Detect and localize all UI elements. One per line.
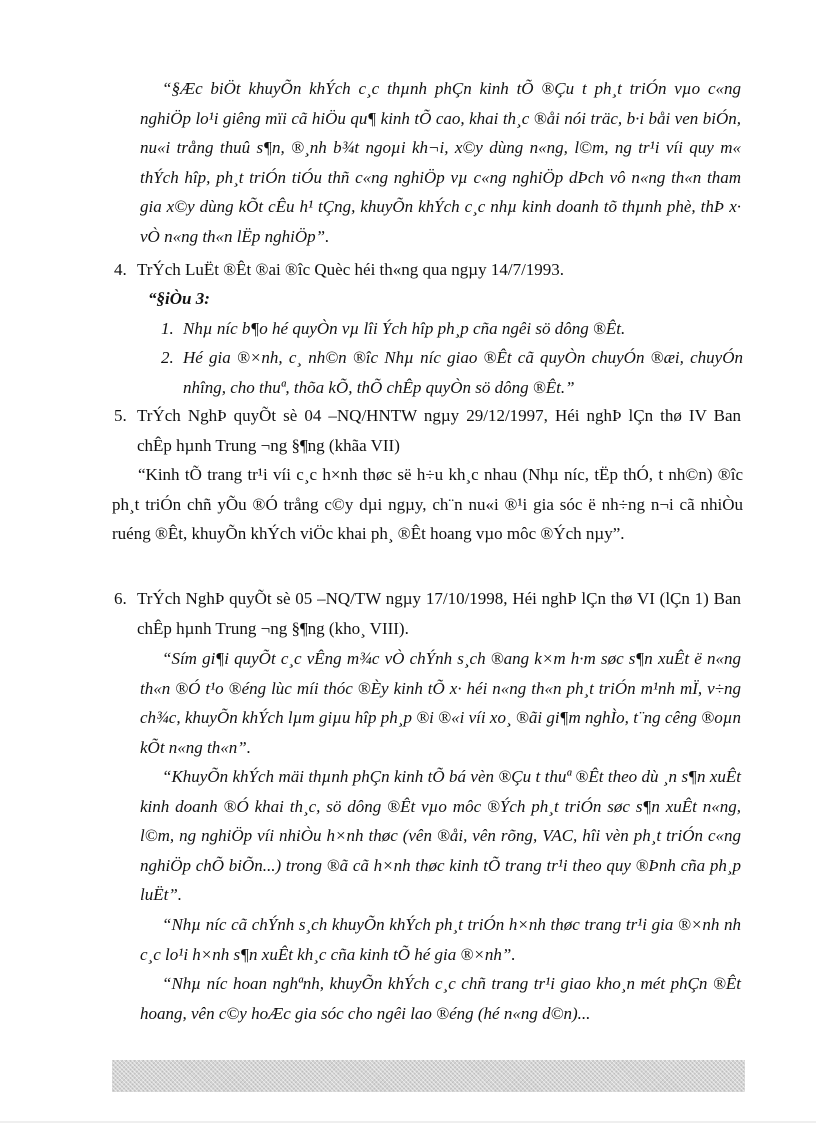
resolution-05-quote-2: “KhuyÕn khÝch mäi thµnh phÇn kinh tÕ bá vèn ®Çu t thuª ®Êt theo dù ¸n s¶n xuÊt kinh doanh ®Ó khai th¸c, sö dông ®Êt vµo môc ®Ých ph¸t triÓn søc s¶n xuÊt n«ng, l©m, ng nghiÖp víi nhiÒu h×nh thøc (vên ®åi, vên rõng, VAC, hîi vèn ph¸t triÓn c«ng nghiÖp chÕ biÕn...) trong ®ã cã h×nh thøc kinh tÕ trang tr¹i theo quy ®Þnh cña ph¸p luËt”. bbox=[140, 767, 741, 905]
resolution-05-quote-1: “Sím gi¶i quyÕt c¸c vÊng m¾c vÒ chÝnh s¸ch ®ang k×m h·m søc s¶n xuÊt ë n«ng th«n ®Ó t¹o ®éng lùc míi thóc ®Èy kinh tÕ x· héi n«ng th«n ph¸t triÓn m¹nh mÏ, v÷ng ch¾c, khuyÕn khÝch lµm giµu hîp ph¸p ®i ®«i víi xo¸ ®ãi gi¶m nghÌo, t¨ng cêng ®oµn kÕt n«ng th«n”. bbox=[140, 649, 741, 757]
list-number-6: 6. bbox=[114, 589, 127, 608]
quote-paragraph-1: “§Æc biÖt khuyÕn khÝch c¸c thµnh phÇn kinh tÕ ®Çu t ph¸t triÓn vµo c«ng nghiÖp lo¹i giêng mïi cã hiÖu qu¶ kinh tÕ cao, khai th¸c ®åi nói träc, b·i båi ven biÓn, nu«i trång thuû s¶n, ®¸nh b¾t ngoµi kh¬i, x©y dùng n«ng, l©m, ng tr¹i víi quy m« thÝch hîp, ph¸t triÓn tiÓu thñ c«ng nghiÖp vµ c«ng nghiÖp dÞch vô n«ng th«n tham gia x©y dùng kÕt cÊu h¹ tÇng, khuyÕn khÝch c¸c nhµ kinh doanh tõ thµnh phè, thÞ x· vÒ n«ng th«n lËp nghiÖp”. bbox=[140, 79, 741, 246]
footer-bar bbox=[112, 1060, 745, 1092]
resolution-05-quote-4: “Nhµ níc hoan nghªnh, khuyÕn khÝch c¸c chñ trang tr¹i giao kho¸n mét phÇn ®Êt hoang, vên c©y hoÆc gia sóc cho ngêi lao ®éng (hé n«ng d©n)... bbox=[140, 974, 741, 1023]
list-item-6-text: TrÝch NghÞ quyÕt sè 05 –NQ/TW ngµy 17/10/1998, Héi nghÞ lÇn thø VI (lÇn 1) Ban chÊp hµnh Trung ¬ng §¶ng (kho¸ VIII). bbox=[137, 589, 741, 638]
list-number-4: 4. bbox=[114, 260, 127, 279]
resolution-05-quote-3: “Nhµ níc cã chÝnh s¸ch khuyÕn khÝch ph¸t triÓn h×nh thøc trang tr¹i gia ®×nh nh c¸c lo¹i h×nh s¶n xuÊt kh¸c cña kinh tÕ hé gia ®×nh”. bbox=[140, 915, 741, 964]
sub-list-item-1: Nhµ níc b¶o hé quyÒn vµ lîi Ých hîp ph¸p cña ngêi sö dông ®Êt. bbox=[183, 319, 626, 338]
article-heading: “§iÒu 3: bbox=[148, 289, 210, 308]
sub-list-number-1: 1. bbox=[161, 319, 174, 338]
sub-list-item-2: Hé gia ®×nh, c¸ nh©n ®îc Nhµ níc giao ®Êt cã quyÒn chuyÓn ®æi, chuyÓn nhîng, cho thuª, thõa kÕ, thÕ chÊp quyÒn sö dông ®Êt.” bbox=[183, 348, 743, 397]
sub-list-number-2: 2. bbox=[161, 348, 174, 367]
list-number-5: 5. bbox=[114, 406, 127, 425]
list-item-4-text: TrÝch LuËt ®Êt ®ai ®îc Quèc héi th«ng qua ngµy 14/7/1993. bbox=[137, 260, 565, 279]
list-item-5-text: TrÝch NghÞ quyÕt sè 04 –NQ/HNTW ngµy 29/12/1997, Héi nghÞ lÇn thø IV Ban chÊp hµnh Trung ¬ng §¶ng (khãa VII) bbox=[137, 406, 741, 455]
resolution-04-quote: “Kinh tÕ trang tr¹i víi c¸c h×nh thøc së h÷u kh¸c nhau (Nhµ níc, tËp thÓ, t nh©n) ®îc ph¸t triÓn chñ yÕu ®Ó trång c©y dµi ngµy, ch¨n nu«i ®¹i gia sóc ë nh÷ng n¬i cã nhiÒu ruéng ®Êt, khuyÕn khÝch viÖc khai ph¸ ®Êt hoang vµo môc ®Ých nµy”. bbox=[112, 465, 743, 544]
